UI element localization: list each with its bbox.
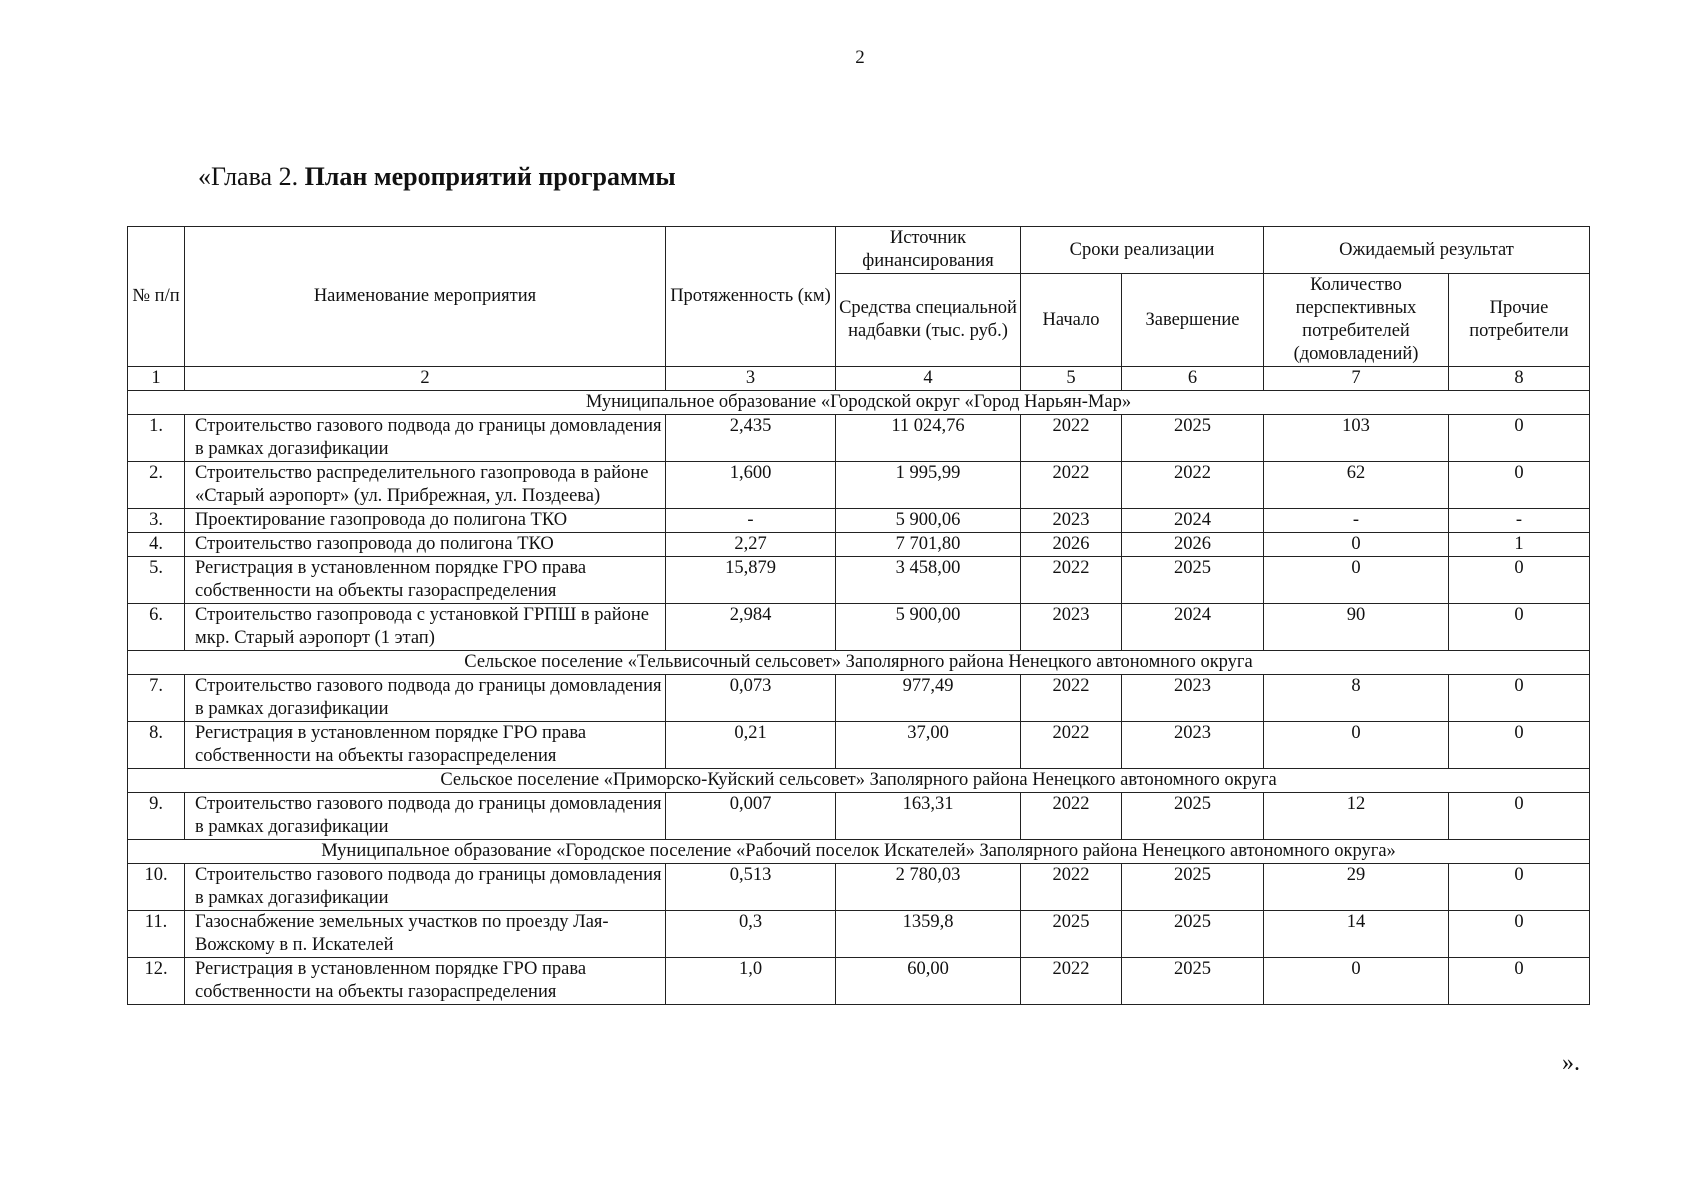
funding-amount: 977,49 [836, 675, 1021, 722]
length-km: 2,435 [666, 415, 836, 462]
row-number: 2. [128, 462, 185, 509]
end-year: 2022 [1122, 462, 1264, 509]
row-number: 11. [128, 911, 185, 958]
end-year: 2025 [1122, 958, 1264, 1005]
funding-amount: 37,00 [836, 722, 1021, 769]
event-name: Строительство газового подвода до границы домовладения в рамках догазификации [185, 864, 666, 911]
section-title: Муниципальное образование «Городское поселение «Рабочий поселок Искателей» Заполярного района Ненецкого автономного округа» [128, 840, 1590, 864]
prospective-consumers: 90 [1264, 604, 1449, 651]
end-year: 2023 [1122, 722, 1264, 769]
row-number: 1. [128, 415, 185, 462]
chapter-heading-prefix: «Глава 2. [198, 162, 305, 191]
prospective-consumers: 0 [1264, 958, 1449, 1005]
row-number: 7. [128, 675, 185, 722]
header-name: Наименование мероприятия [185, 227, 666, 367]
end-year: 2023 [1122, 675, 1264, 722]
table-row [128, 958, 1590, 1005]
header-funding-group: Источник финансирования [836, 227, 1021, 274]
column-number: 6 [1122, 367, 1264, 391]
end-year: 2025 [1122, 793, 1264, 840]
header-length: Протяженность (км) [666, 227, 836, 367]
table-row [128, 793, 1590, 840]
column-numbers-row [128, 367, 1590, 391]
column-number: 5 [1021, 367, 1122, 391]
length-km: 1,600 [666, 462, 836, 509]
row-number: 8. [128, 722, 185, 769]
column-number: 3 [666, 367, 836, 391]
table-row [128, 557, 1590, 604]
end-year: 2025 [1122, 557, 1264, 604]
column-number: 8 [1449, 367, 1590, 391]
length-km: 0,513 [666, 864, 836, 911]
section-row [128, 651, 1590, 675]
other-consumers: 0 [1449, 864, 1590, 911]
start-year: 2022 [1021, 415, 1122, 462]
prospective-consumers: - [1264, 509, 1449, 533]
event-name: Строительство газового подвода до границы домовладения в рамках догазификации [185, 793, 666, 840]
other-consumers: 0 [1449, 462, 1590, 509]
other-consumers: 0 [1449, 793, 1590, 840]
event-name: Строительство газового подвода до границы домовладения в рамках догазификации [185, 675, 666, 722]
header-result-group: Ожидаемый результат [1264, 227, 1590, 274]
end-year: 2026 [1122, 533, 1264, 557]
length-km: 0,007 [666, 793, 836, 840]
other-consumers: 0 [1449, 557, 1590, 604]
end-year: 2025 [1122, 415, 1264, 462]
funding-amount: 11 024,76 [836, 415, 1021, 462]
length-km: - [666, 509, 836, 533]
prospective-consumers: 29 [1264, 864, 1449, 911]
funding-amount: 7 701,80 [836, 533, 1021, 557]
prospective-consumers: 12 [1264, 793, 1449, 840]
length-km: 0,073 [666, 675, 836, 722]
event-name: Регистрация в установленном порядке ГРО права собственности на объекты газораспределения [185, 557, 666, 604]
row-number: 12. [128, 958, 185, 1005]
row-number: 3. [128, 509, 185, 533]
table-row [128, 509, 1590, 533]
row-number: 4. [128, 533, 185, 557]
table-row [128, 675, 1590, 722]
header-others: Прочие потребители [1449, 274, 1590, 367]
row-number: 10. [128, 864, 185, 911]
other-consumers: - [1449, 509, 1590, 533]
funding-amount: 60,00 [836, 958, 1021, 1005]
end-year: 2024 [1122, 604, 1264, 651]
start-year: 2022 [1021, 722, 1122, 769]
header-num: № п/п [128, 227, 185, 367]
event-name: Строительство газопровода до полигона ТКО [185, 533, 666, 557]
funding-amount: 5 900,00 [836, 604, 1021, 651]
header-start: Начало [1021, 274, 1122, 367]
funding-amount: 1 995,99 [836, 462, 1021, 509]
prospective-consumers: 103 [1264, 415, 1449, 462]
other-consumers: 0 [1449, 415, 1590, 462]
chapter-heading [198, 162, 676, 192]
table-row [128, 462, 1590, 509]
column-number: 1 [128, 367, 185, 391]
header-end: Завершение [1122, 274, 1264, 367]
event-name: Газоснабжение земельных участков по проезду Лая-Вожскому в п. Искателей [185, 911, 666, 958]
other-consumers: 0 [1449, 911, 1590, 958]
length-km: 15,879 [666, 557, 836, 604]
section-row [128, 391, 1590, 415]
prospective-consumers: 0 [1264, 557, 1449, 604]
length-km: 0,21 [666, 722, 836, 769]
event-name: Проектирование газопровода до полигона ТКО [185, 509, 666, 533]
header-terms-group: Сроки реализации [1021, 227, 1264, 274]
other-consumers: 1 [1449, 533, 1590, 557]
start-year: 2022 [1021, 793, 1122, 840]
table-row [128, 604, 1590, 651]
funding-amount: 3 458,00 [836, 557, 1021, 604]
prospective-consumers: 0 [1264, 533, 1449, 557]
table-body [128, 391, 1590, 1005]
prospective-consumers: 62 [1264, 462, 1449, 509]
start-year: 2022 [1021, 864, 1122, 911]
event-name: Регистрация в установленном порядке ГРО права собственности на объекты газораспределения [185, 958, 666, 1005]
other-consumers: 0 [1449, 722, 1590, 769]
funding-amount: 2 780,03 [836, 864, 1021, 911]
other-consumers: 0 [1449, 958, 1590, 1005]
other-consumers: 0 [1449, 604, 1590, 651]
row-number: 9. [128, 793, 185, 840]
header-consumers: Количество перспективных потребителей (домовладений) [1264, 274, 1449, 367]
section-title: Муниципальное образование «Городской округ «Город Нарьян-Мар» [128, 391, 1590, 415]
header-funding: Средства специальной надбавки (тыс. руб.) [836, 274, 1021, 367]
row-number: 6. [128, 604, 185, 651]
column-number: 2 [185, 367, 666, 391]
end-year: 2025 [1122, 911, 1264, 958]
start-year: 2022 [1021, 958, 1122, 1005]
start-year: 2023 [1021, 604, 1122, 651]
end-year: 2025 [1122, 864, 1264, 911]
start-year: 2026 [1021, 533, 1122, 557]
start-year: 2025 [1021, 911, 1122, 958]
length-km: 2,27 [666, 533, 836, 557]
section-title: Сельское поселение «Тельвисочный сельсовет» Заполярного района Ненецкого автономного округа [128, 651, 1590, 675]
funding-amount: 1359,8 [836, 911, 1021, 958]
start-year: 2022 [1021, 675, 1122, 722]
table-row [128, 722, 1590, 769]
row-number: 5. [128, 557, 185, 604]
funding-amount: 5 900,06 [836, 509, 1021, 533]
closing-quote: ». [1562, 1050, 1580, 1076]
start-year: 2022 [1021, 462, 1122, 509]
section-row [128, 769, 1590, 793]
event-name: Строительство распределительного газопровода в районе «Старый аэропорт» (ул. Прибрежная, ул. Поздеева) [185, 462, 666, 509]
event-name: Регистрация в установленном порядке ГРО права собственности на объекты газораспределения [185, 722, 666, 769]
length-km: 1,0 [666, 958, 836, 1005]
table-row [128, 415, 1590, 462]
table-row [128, 533, 1590, 557]
prospective-consumers: 0 [1264, 722, 1449, 769]
event-name: Строительство газового подвода до границы домовладения в рамках догазификации [185, 415, 666, 462]
event-name: Строительство газопровода с установкой ГРПШ в районе мкр. Старый аэропорт (1 этап) [185, 604, 666, 651]
column-number: 7 [1264, 367, 1449, 391]
prospective-consumers: 8 [1264, 675, 1449, 722]
length-km: 2,984 [666, 604, 836, 651]
other-consumers: 0 [1449, 675, 1590, 722]
section-title: Сельское поселение «Приморско-Куйский сельсовет» Заполярного района Ненецкого автономного округа [128, 769, 1590, 793]
funding-amount: 163,31 [836, 793, 1021, 840]
start-year: 2022 [1021, 557, 1122, 604]
page-number: 2 [855, 47, 865, 68]
end-year: 2024 [1122, 509, 1264, 533]
prospective-consumers: 14 [1264, 911, 1449, 958]
column-number: 4 [836, 367, 1021, 391]
length-km: 0,3 [666, 911, 836, 958]
chapter-heading-title: План мероприятий программы [304, 162, 676, 191]
section-row [128, 840, 1590, 864]
table-row [128, 911, 1590, 958]
start-year: 2023 [1021, 509, 1122, 533]
table-row [128, 864, 1590, 911]
events-plan-table [127, 226, 1590, 1005]
